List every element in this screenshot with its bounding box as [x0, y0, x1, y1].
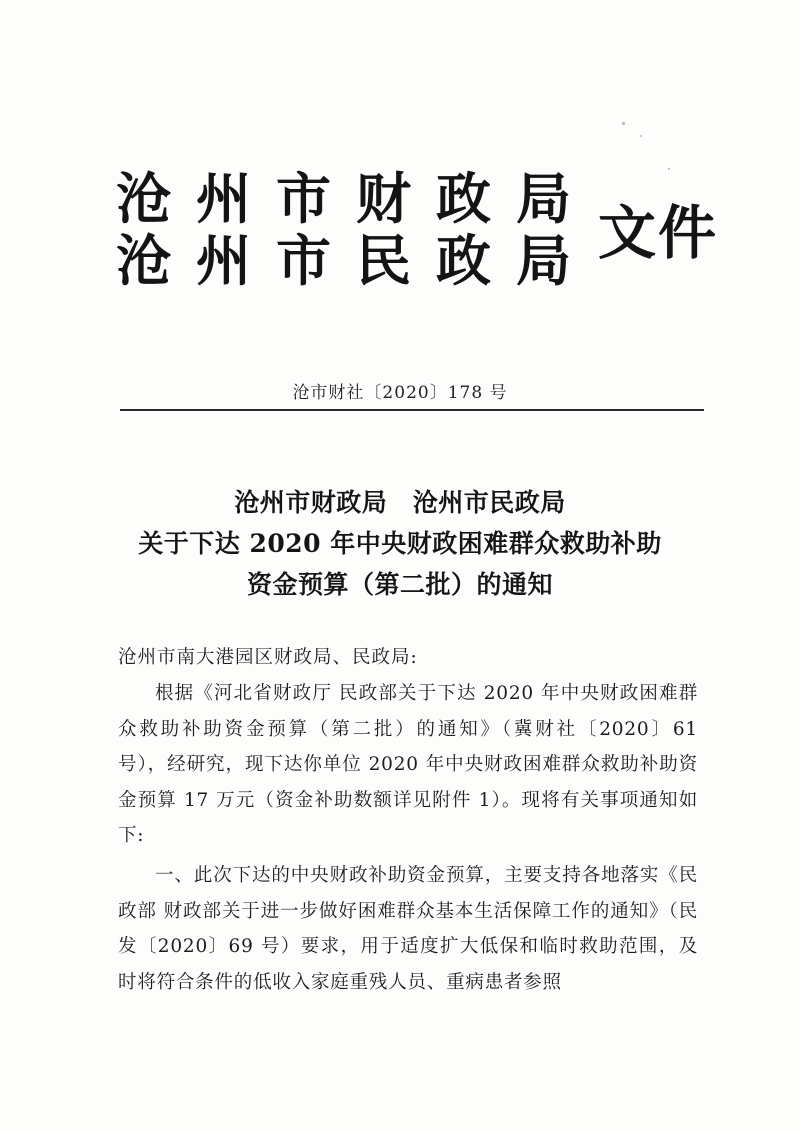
document-number: 沧市财社〔2020〕178 号	[292, 383, 508, 403]
header-separator-line	[120, 409, 704, 411]
title-line-subject-end: 资金预算（第二批）的通知	[246, 570, 553, 599]
title-line-issuers: 沧州市财政局 沧州市民政局	[234, 488, 566, 517]
scan-speck	[640, 135, 642, 137]
title-line-subject: 关于下达 2020 年中央财政困难群众救助补助	[138, 529, 662, 558]
issuer-name-civil-affairs-bureau: 沧州市民政局	[116, 229, 597, 293]
body-paragraph: 根据《河北省财政厅 民政部关于下达 2020 年中央财政困难群众救助补助资金预算（第二批）的通知》（冀财社〔2020〕61 号），经研究，现下达你单位 2020 年中央财政困难群众救助补助资金预算 17 万元（资金补助数额详见附件 1）。现将有关事项通知如下:	[118, 683, 698, 846]
addressee: 沧州市南大港园区财政局、民政局:	[118, 647, 418, 668]
document-title	[0, 482, 800, 605]
body-paragraph: 一、此次下达的中央财政补助资金预算，主要支持各地落实《民政部 财政部关于进一步做好困难群众基本生活保障工作的通知》（民发〔2020〕69 号）要求，用于适度扩大低保和临时救助范围，及时将符合条件的低收入家庭重残人员、重病患者参照	[118, 865, 698, 993]
scan-speck	[622, 122, 625, 125]
issuer-name-finance-bureau: 沧州市财政局	[116, 167, 597, 231]
document-header	[116, 163, 719, 298]
document-type-label: 文件	[598, 199, 719, 267]
scan-speck	[668, 168, 670, 170]
